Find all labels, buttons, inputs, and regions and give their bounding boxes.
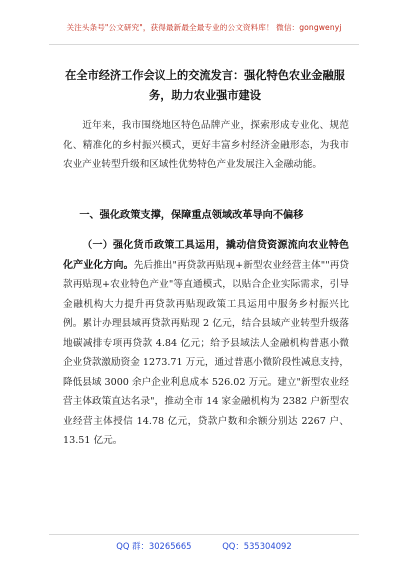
header-divider [49, 44, 359, 45]
footer-divider [49, 534, 359, 535]
document-title: 在全市经济工作会议上的交流发言：强化特色农业金融服务，助力农业强市建设 [65, 69, 345, 102]
sub-heading: （一）强化货币政策工具运用，撬动信贷资源流向农业特色化产业化方向。 [63, 240, 349, 271]
footer-qq: QQ：535304092 [222, 541, 292, 551]
intro-paragraph: 近年来，我市围绕地区特色品牌产业，探索形成专业化、规范化、精准化的乡村振兴模式，更好丰富乡村经济金融形态，为我市农业产业转型升级和区域性优势特色产业发展注入金融动能。 [63, 120, 349, 170]
footer-contact [0, 540, 408, 552]
section-heading: 一、强化政策支撑，保障重点领域改革导向不偏移 [79, 210, 304, 221]
body-text: 先后推出"再贷款再贴现+新型农业经营主体""再贷款再贴现+农业特色产业"等直通模式，以贴合企业实际需求，引导金融机构大力提升再贷款再贴现政策工具运用中服务乡村振兴比例。累计办理县域再贷款再贴现 2 亿元，结合县域产业转型升级落地碳减排专项再贷款 4.84 亿元；给予县域法人金融机构普惠小微企业贷款激励资金 1273.71 万元，通过普惠小微阶段性减息支持，降低县域 3000 余户企业利息成本 526.02 万元。建立"新型农业经营主体政策直达名录"，推动全市 14 家金融机构为 2382 户新型农业经营主体授信 14.78 亿元，贷款户数和余额分别达 2267 户、13.51 亿元。 [63, 259, 349, 446]
footer-qq-group: QQ 群：30265665 [116, 541, 192, 551]
header-banner: 关注头条号"公文研究"，获得最新最全最专业的公文资料库！ 微信：gongwenyj [66, 23, 342, 32]
body-paragraph [63, 236, 349, 451]
